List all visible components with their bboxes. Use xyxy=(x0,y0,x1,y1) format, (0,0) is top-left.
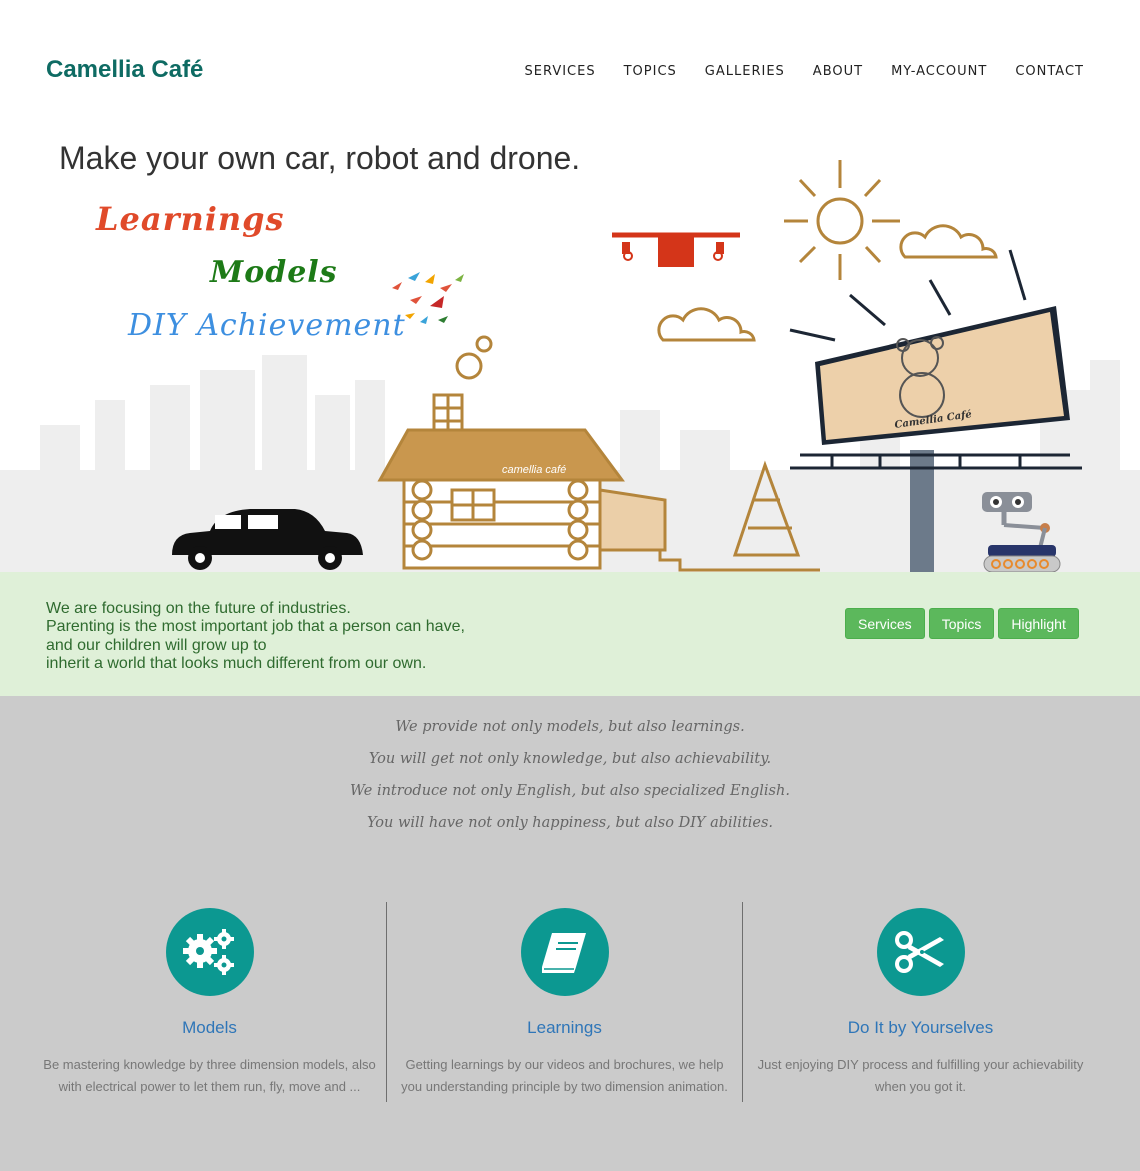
sun-icon xyxy=(784,160,900,280)
feature-title[interactable]: Models xyxy=(182,1018,237,1037)
hero-banner xyxy=(0,130,1140,572)
drone-icon xyxy=(612,233,740,267)
focus-line: inherit a world that looks much different from our own. xyxy=(46,654,427,672)
nav-my-account[interactable]: MY-ACCOUNT xyxy=(891,64,988,79)
highlight-button[interactable]: Highlight xyxy=(998,608,1078,639)
feature-description xyxy=(32,1054,387,1098)
feature-description xyxy=(743,1054,1098,1098)
feature-description xyxy=(387,1054,742,1098)
feature-description-line: Just enjoying DIY process and fulfilling your achievability xyxy=(757,1057,1084,1072)
main-nav xyxy=(525,64,1084,79)
hero-word-models: Models xyxy=(210,255,338,290)
feature-description-line: Be mastering knowledge by three dimension models, also xyxy=(43,1057,376,1072)
feature-models xyxy=(32,902,387,1102)
tagline: We provide not only models, but also learnings. xyxy=(395,719,745,735)
feature-learnings xyxy=(387,902,742,1102)
smoke-icon xyxy=(477,337,491,351)
feature-icon-circle[interactable] xyxy=(166,908,254,996)
feature-description-line: with electrical power to let them run, fly, move and ... xyxy=(58,1079,361,1094)
services-button[interactable]: Services xyxy=(845,608,925,639)
tagline: We introduce not only English, but also specialized English. xyxy=(350,783,790,799)
nav-services[interactable]: SERVICES xyxy=(524,64,596,79)
focus-line: and our children will grow up to xyxy=(46,636,267,654)
hero-title: Make your own car, robot and drone. xyxy=(59,140,581,176)
hero-word-diy: DIY Achievement xyxy=(128,308,406,343)
tagline: You will get not only knowledge, but also achievability. xyxy=(368,751,772,767)
hero-illustration xyxy=(0,130,1140,572)
focus-line: We are focusing on the future of industries. xyxy=(46,600,351,617)
feature-description-line: when you got it. xyxy=(874,1079,967,1094)
cabin-label: camellia café xyxy=(502,464,567,476)
nav-contact[interactable]: CONTACT xyxy=(1015,64,1084,79)
nav-topics[interactable]: TOPICS xyxy=(623,64,677,79)
feature-title[interactable]: Learnings xyxy=(527,1018,602,1037)
cloud-icon xyxy=(659,309,754,340)
focus-band xyxy=(0,572,1140,696)
smoke-icon xyxy=(457,354,481,378)
site-logo[interactable]: Camellia Café xyxy=(46,56,204,83)
topics-button[interactable]: Topics xyxy=(929,608,995,639)
nav-galleries[interactable]: GALLERIES xyxy=(704,64,785,79)
site-header xyxy=(0,0,1140,130)
feature-icon-circle[interactable] xyxy=(521,908,609,996)
features-section xyxy=(0,696,1140,1171)
feature-icon-circle[interactable] xyxy=(877,908,965,996)
cloud-icon xyxy=(901,226,996,257)
feature-diy xyxy=(743,902,1098,1102)
feature-title[interactable]: Do It by Yourselves xyxy=(847,1018,994,1037)
feature-description-line: Getting learnings by our videos and brochures, we help xyxy=(405,1057,724,1072)
book-icon xyxy=(540,929,590,975)
focus-line: Parenting is the most important job that a person can have, xyxy=(46,618,465,636)
focus-button-group xyxy=(845,608,1079,639)
gears-icon xyxy=(182,927,238,977)
billboard-label: Camellia Café xyxy=(893,409,973,431)
focus-message xyxy=(46,600,465,673)
hero-word-learnings: Learnings xyxy=(96,200,285,238)
tagline: You will have not only happiness, but also DIY abilities. xyxy=(366,815,774,831)
feature-description-line: you understanding principle by two dimension animation. xyxy=(401,1079,728,1094)
scissors-icon xyxy=(894,930,948,974)
nav-about[interactable]: ABOUT xyxy=(812,64,864,79)
